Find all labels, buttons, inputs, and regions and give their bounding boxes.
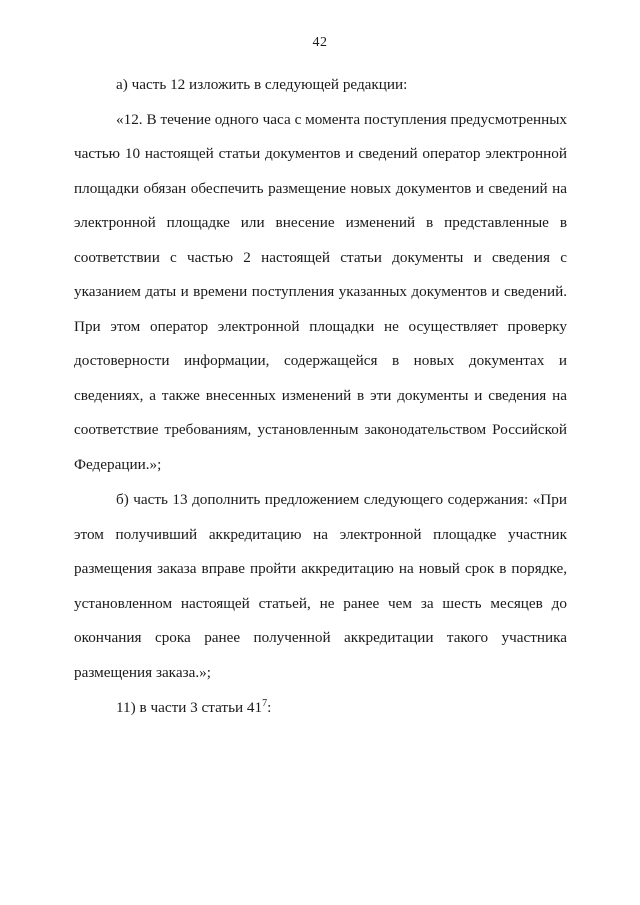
- paragraph-line: б) часть 13 дополнить предложением следующего содержания: «При: [116, 491, 567, 508]
- paragraph-line: достоверности информации, содержащейся в новых документах и: [74, 352, 567, 369]
- paragraph-line: [116, 699, 271, 717]
- paragraph-line: «12. В течение одного часа с момента поступления предусмотренных: [116, 111, 567, 128]
- paragraph-text: :: [267, 699, 272, 716]
- paragraph-line: сведениях, а также внесенных изменений в эти документы и сведения на: [74, 387, 567, 404]
- page-number: 42: [312, 35, 328, 50]
- paragraph-line: установленном настоящей статьей, не ранее чем за шесть месяцев до: [74, 595, 567, 612]
- paragraph-line: а) часть 12 изложить в следующей редакции:: [116, 76, 408, 93]
- paragraph-line: окончания срока ранее полученной аккредитации такого участника: [74, 629, 567, 646]
- paragraph-line: указанием даты и времени поступления указанных документов и сведений.: [74, 283, 567, 300]
- paragraph-line: соответствии с частью 2 настоящей статьи документы и сведения с: [74, 249, 567, 266]
- paragraph-line: Федерации.»;: [74, 456, 162, 473]
- paragraph-line: этом получивший аккредитацию на электронной площадке участник: [74, 526, 567, 543]
- paragraph-line: площадки обязан обеспечить размещение новых документов и сведений на: [74, 180, 567, 197]
- paragraph-text: 11) в части 3 статьи 41: [116, 699, 263, 716]
- paragraph-line: размещения заказа вправе пройти аккредитацию на новый срок в порядке,: [74, 560, 567, 577]
- paragraph-line: размещения заказа.»;: [74, 664, 211, 681]
- paragraph-line: частью 10 настоящей статьи документов и сведений оператор электронной: [74, 145, 567, 162]
- paragraph-line: соответствие требованиям, установленным законодательством Российской: [74, 421, 567, 438]
- superscript: 7: [262, 698, 268, 709]
- paragraph-line: При этом оператор электронной площадки не осуществляет проверку: [74, 318, 567, 335]
- paragraph-line: электронной площадке или внесение изменений в представленные в: [74, 214, 567, 231]
